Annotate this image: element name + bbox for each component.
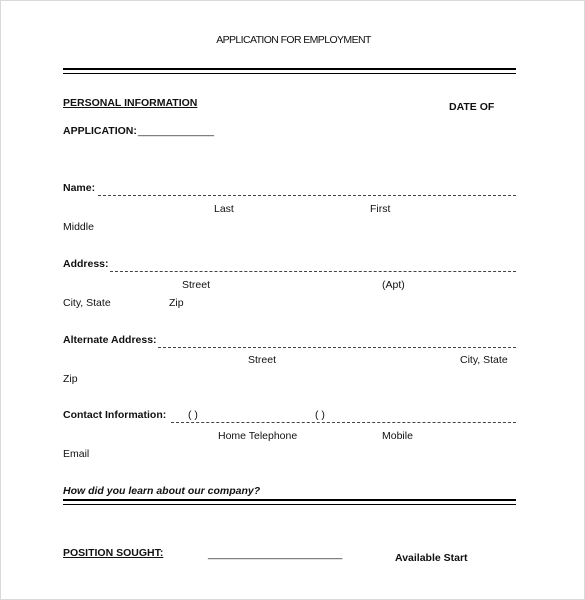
email-caption: Email — [63, 448, 90, 460]
application-date-field[interactable]: _____________ — [138, 125, 214, 137]
home-telephone-caption: Home Telephone — [218, 430, 298, 442]
name-first-caption: First — [370, 203, 391, 215]
form-title: APPLICATION FOR EMPLOYMENT — [216, 34, 371, 46]
alternate-city-state-caption: City, State — [460, 354, 508, 366]
address-zip-caption: Zip — [169, 297, 184, 309]
available-start-label: Available Start — [395, 552, 468, 564]
address-apt-caption: (Apt) — [382, 279, 405, 291]
address-street-caption: Street — [182, 279, 211, 291]
section-divider-bottom — [63, 504, 516, 505]
mobile-area-code[interactable]: ( ) — [315, 409, 325, 421]
contact-field-line[interactable] — [171, 422, 516, 423]
alternate-address-field-line[interactable] — [158, 347, 516, 348]
name-label: Name: — [63, 182, 96, 194]
alternate-zip-caption: Zip — [63, 373, 78, 385]
address-field-line[interactable] — [110, 271, 516, 272]
name-middle-caption: Middle — [63, 221, 94, 233]
title-divider-bottom — [63, 73, 516, 74]
alternate-street-caption: Street — [248, 354, 277, 366]
address-city-state-caption: City, State — [63, 297, 111, 309]
title-divider-top — [63, 68, 516, 70]
alternate-address-label: Alternate Address: — [63, 334, 157, 346]
position-sought-field[interactable]: _______________________ — [208, 548, 343, 560]
home-telephone-area-code[interactable]: ( ) — [188, 409, 198, 421]
address-label: Address: — [63, 258, 109, 270]
how-did-you-learn-question: How did you learn about our company? — [63, 485, 261, 497]
section-divider-top — [63, 499, 516, 501]
application-label: APPLICATION: — [63, 125, 137, 137]
name-last-caption: Last — [214, 203, 234, 215]
position-sought-label: POSITION SOUGHT: — [63, 547, 164, 559]
name-field-line[interactable] — [98, 195, 516, 196]
personal-information-heading: PERSONAL INFORMATION — [63, 97, 198, 109]
mobile-caption: Mobile — [382, 430, 413, 442]
contact-information-label: Contact Information: — [63, 409, 167, 421]
date-of-label: DATE OF — [449, 101, 495, 113]
